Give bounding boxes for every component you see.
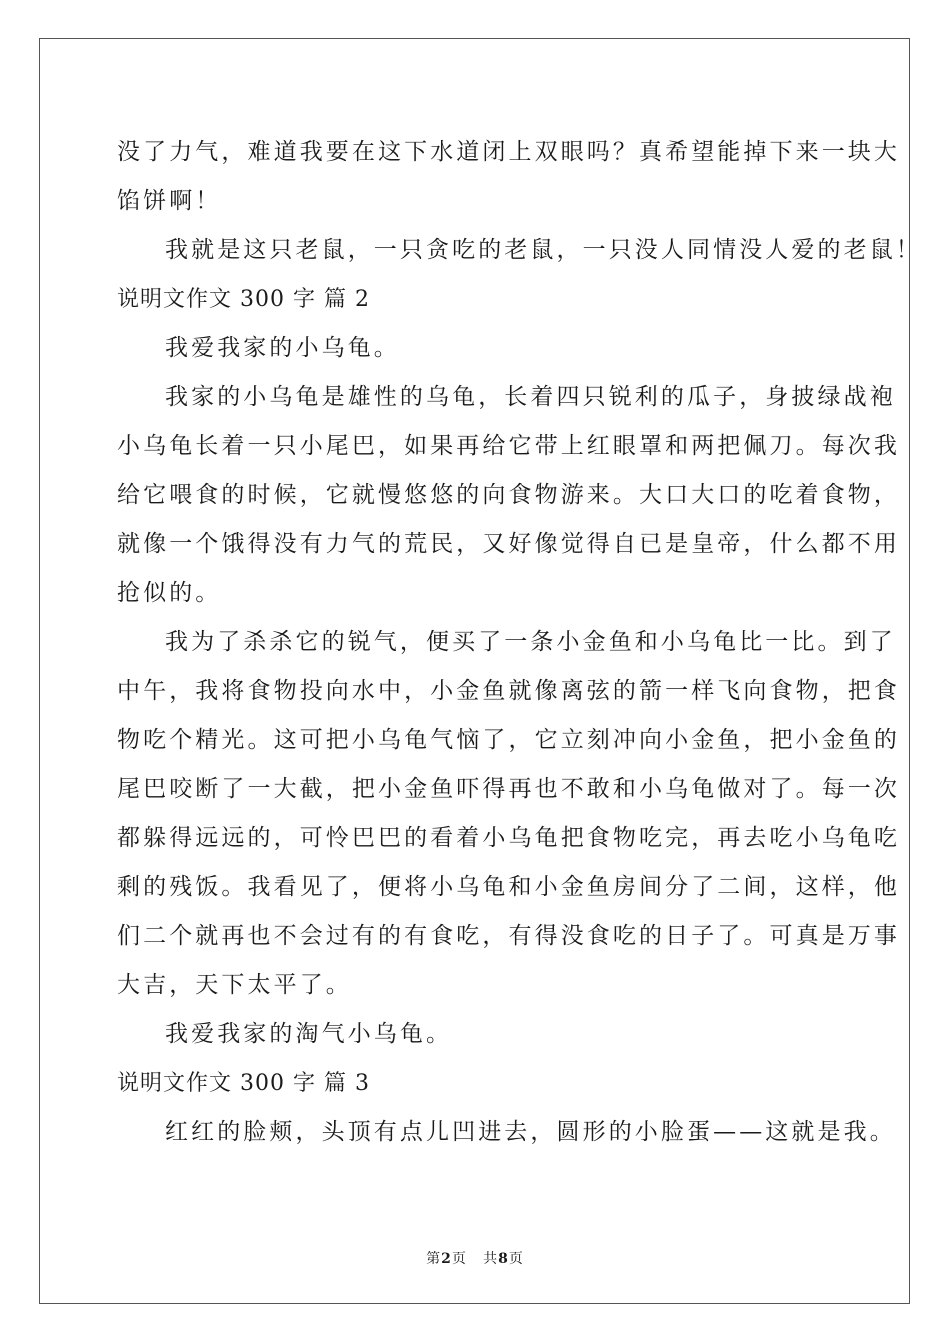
document-body [117, 128, 922, 1157]
text-line: 剩的残饭。我看见了，便将小乌龟和小金鱼房间分了二间，这样，他 [117, 874, 900, 900]
footer-total-prefix: 共 [483, 1251, 499, 1267]
text-line: 馅饼啊！ [117, 188, 222, 214]
text-line: 尾巴咬断了一大截，把小金鱼吓得再也不敢和小乌龟做对了。每一次 [117, 776, 900, 802]
paragraph-line: 我家的小乌龟是雄性的乌龟，长着四只锐利的瓜子，身披绿战袍 [165, 384, 896, 410]
text-line: 都躲得远远的，可怜巴巴的看着小乌龟把食物吃完，再去吃小乌龟吃 [117, 825, 900, 851]
text-line: 就像一个饿得没有力气的荒民，又好像觉得自已是皇帝，什么都不用 [117, 531, 900, 557]
text-line: 小乌龟长着一只小尾巴，如果再给它带上红眼罩和两把佩刀。每次我 [117, 433, 900, 459]
text-line: 物吃个精光。这可把小乌龟气恼了，它立刻冲向小金鱼，把小金鱼的 [117, 727, 900, 753]
text-line: 抢似的。 [117, 580, 222, 606]
paragraph-line: 红红的脸颊，头顶有点儿凹进去，圆形的小脸蛋——这就是我。 [165, 1119, 896, 1145]
text-line: 没了力气，难道我要在这下水道闭上双眼吗？真希望能掉下来一块大 [117, 139, 900, 165]
text-line: 给它喂食的时候，它就慢悠悠的向食物游来。大口大口的吃着食物， [117, 482, 900, 508]
text-line: 中午，我将食物投向水中，小金鱼就像离弦的箭一样飞向食物，把食 [117, 678, 900, 704]
section-heading: 说明文作文 300 字 篇 3 [117, 1071, 370, 1096]
footer-total-suffix: 页 [508, 1251, 524, 1267]
text-line: 大吉，天下太平了。 [117, 972, 352, 998]
total-page-count: 8 [498, 1251, 509, 1267]
paragraph-line: 我爱我家的淘气小乌龟。 [165, 1021, 453, 1047]
paragraph-line: 我爱我家的小乌龟。 [165, 335, 400, 361]
page-footer [0, 1248, 950, 1268]
section-heading: 说明文作文 300 字 篇 2 [117, 287, 370, 312]
footer-page-suffix: 页 [451, 1251, 467, 1267]
paragraph-line: 我为了杀杀它的锐气，便买了一条小金鱼和小乌龟比一比。到了 [165, 629, 896, 655]
paragraph-line: 我就是这只老鼠，一只贪吃的老鼠，一只没人同情没人爱的老鼠！ [165, 237, 922, 263]
current-page-number: 2 [441, 1251, 452, 1267]
footer-prefix: 第 [426, 1251, 442, 1267]
text-line: 们二个就再也不会过有的有食吃，有得没食吃的日子了。可真是万事 [117, 923, 900, 949]
